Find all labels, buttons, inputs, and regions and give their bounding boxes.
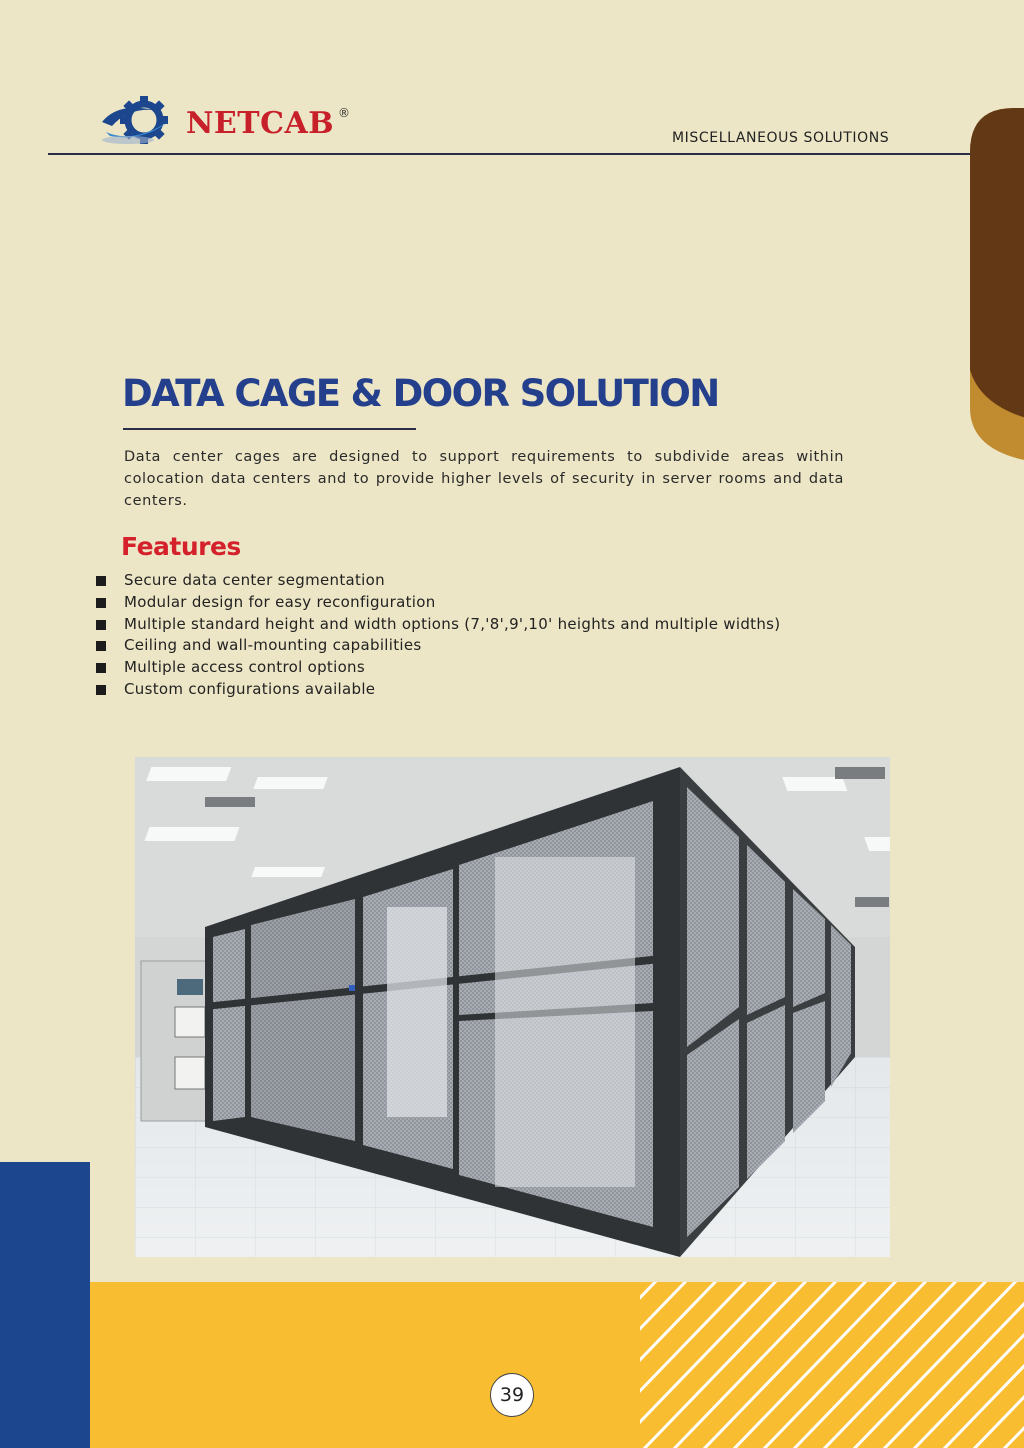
list-item: Multiple access control options xyxy=(96,657,780,679)
page-number: 39 xyxy=(490,1373,534,1417)
list-item: Ceiling and wall-mounting capabilities xyxy=(96,635,780,657)
list-item: Multiple standard height and width options (7,'8',9',10' heights and multiple widths) xyxy=(96,614,780,636)
data-cage-photo xyxy=(135,757,890,1257)
square-bullet-icon xyxy=(96,685,106,695)
list-item: Custom configurations available xyxy=(96,679,780,701)
intro-paragraph: Data center cages are designed to support requirements to subdivide areas within colocation data centers and to provide higher levels of security in server rooms and data centers. xyxy=(124,449,844,509)
square-bullet-icon xyxy=(96,598,106,608)
page-title: DATA CAGE & DOOR SOLUTION xyxy=(122,372,719,415)
list-item: Modular design for easy reconfiguration xyxy=(96,592,780,614)
header-divider xyxy=(48,153,972,155)
netcab-logo xyxy=(98,92,358,154)
diagonal-stripes-decoration xyxy=(640,1282,1024,1448)
square-bullet-icon xyxy=(96,620,106,630)
features-list xyxy=(96,570,780,701)
side-decoration xyxy=(970,108,1024,468)
footer-blue-bar xyxy=(0,1162,90,1448)
section-label: MISCELLANEOUS SOLUTIONS xyxy=(672,130,890,146)
square-bullet-icon xyxy=(96,663,106,673)
list-item: Secure data center segmentation xyxy=(96,570,780,592)
gear-swoosh-icon xyxy=(98,92,182,154)
title-underline xyxy=(123,428,416,430)
features-heading: Features xyxy=(121,532,241,561)
brand-name: NETCAB xyxy=(186,106,335,141)
square-bullet-icon xyxy=(96,641,106,651)
square-bullet-icon xyxy=(96,576,106,586)
registered-mark: ® xyxy=(338,106,350,120)
